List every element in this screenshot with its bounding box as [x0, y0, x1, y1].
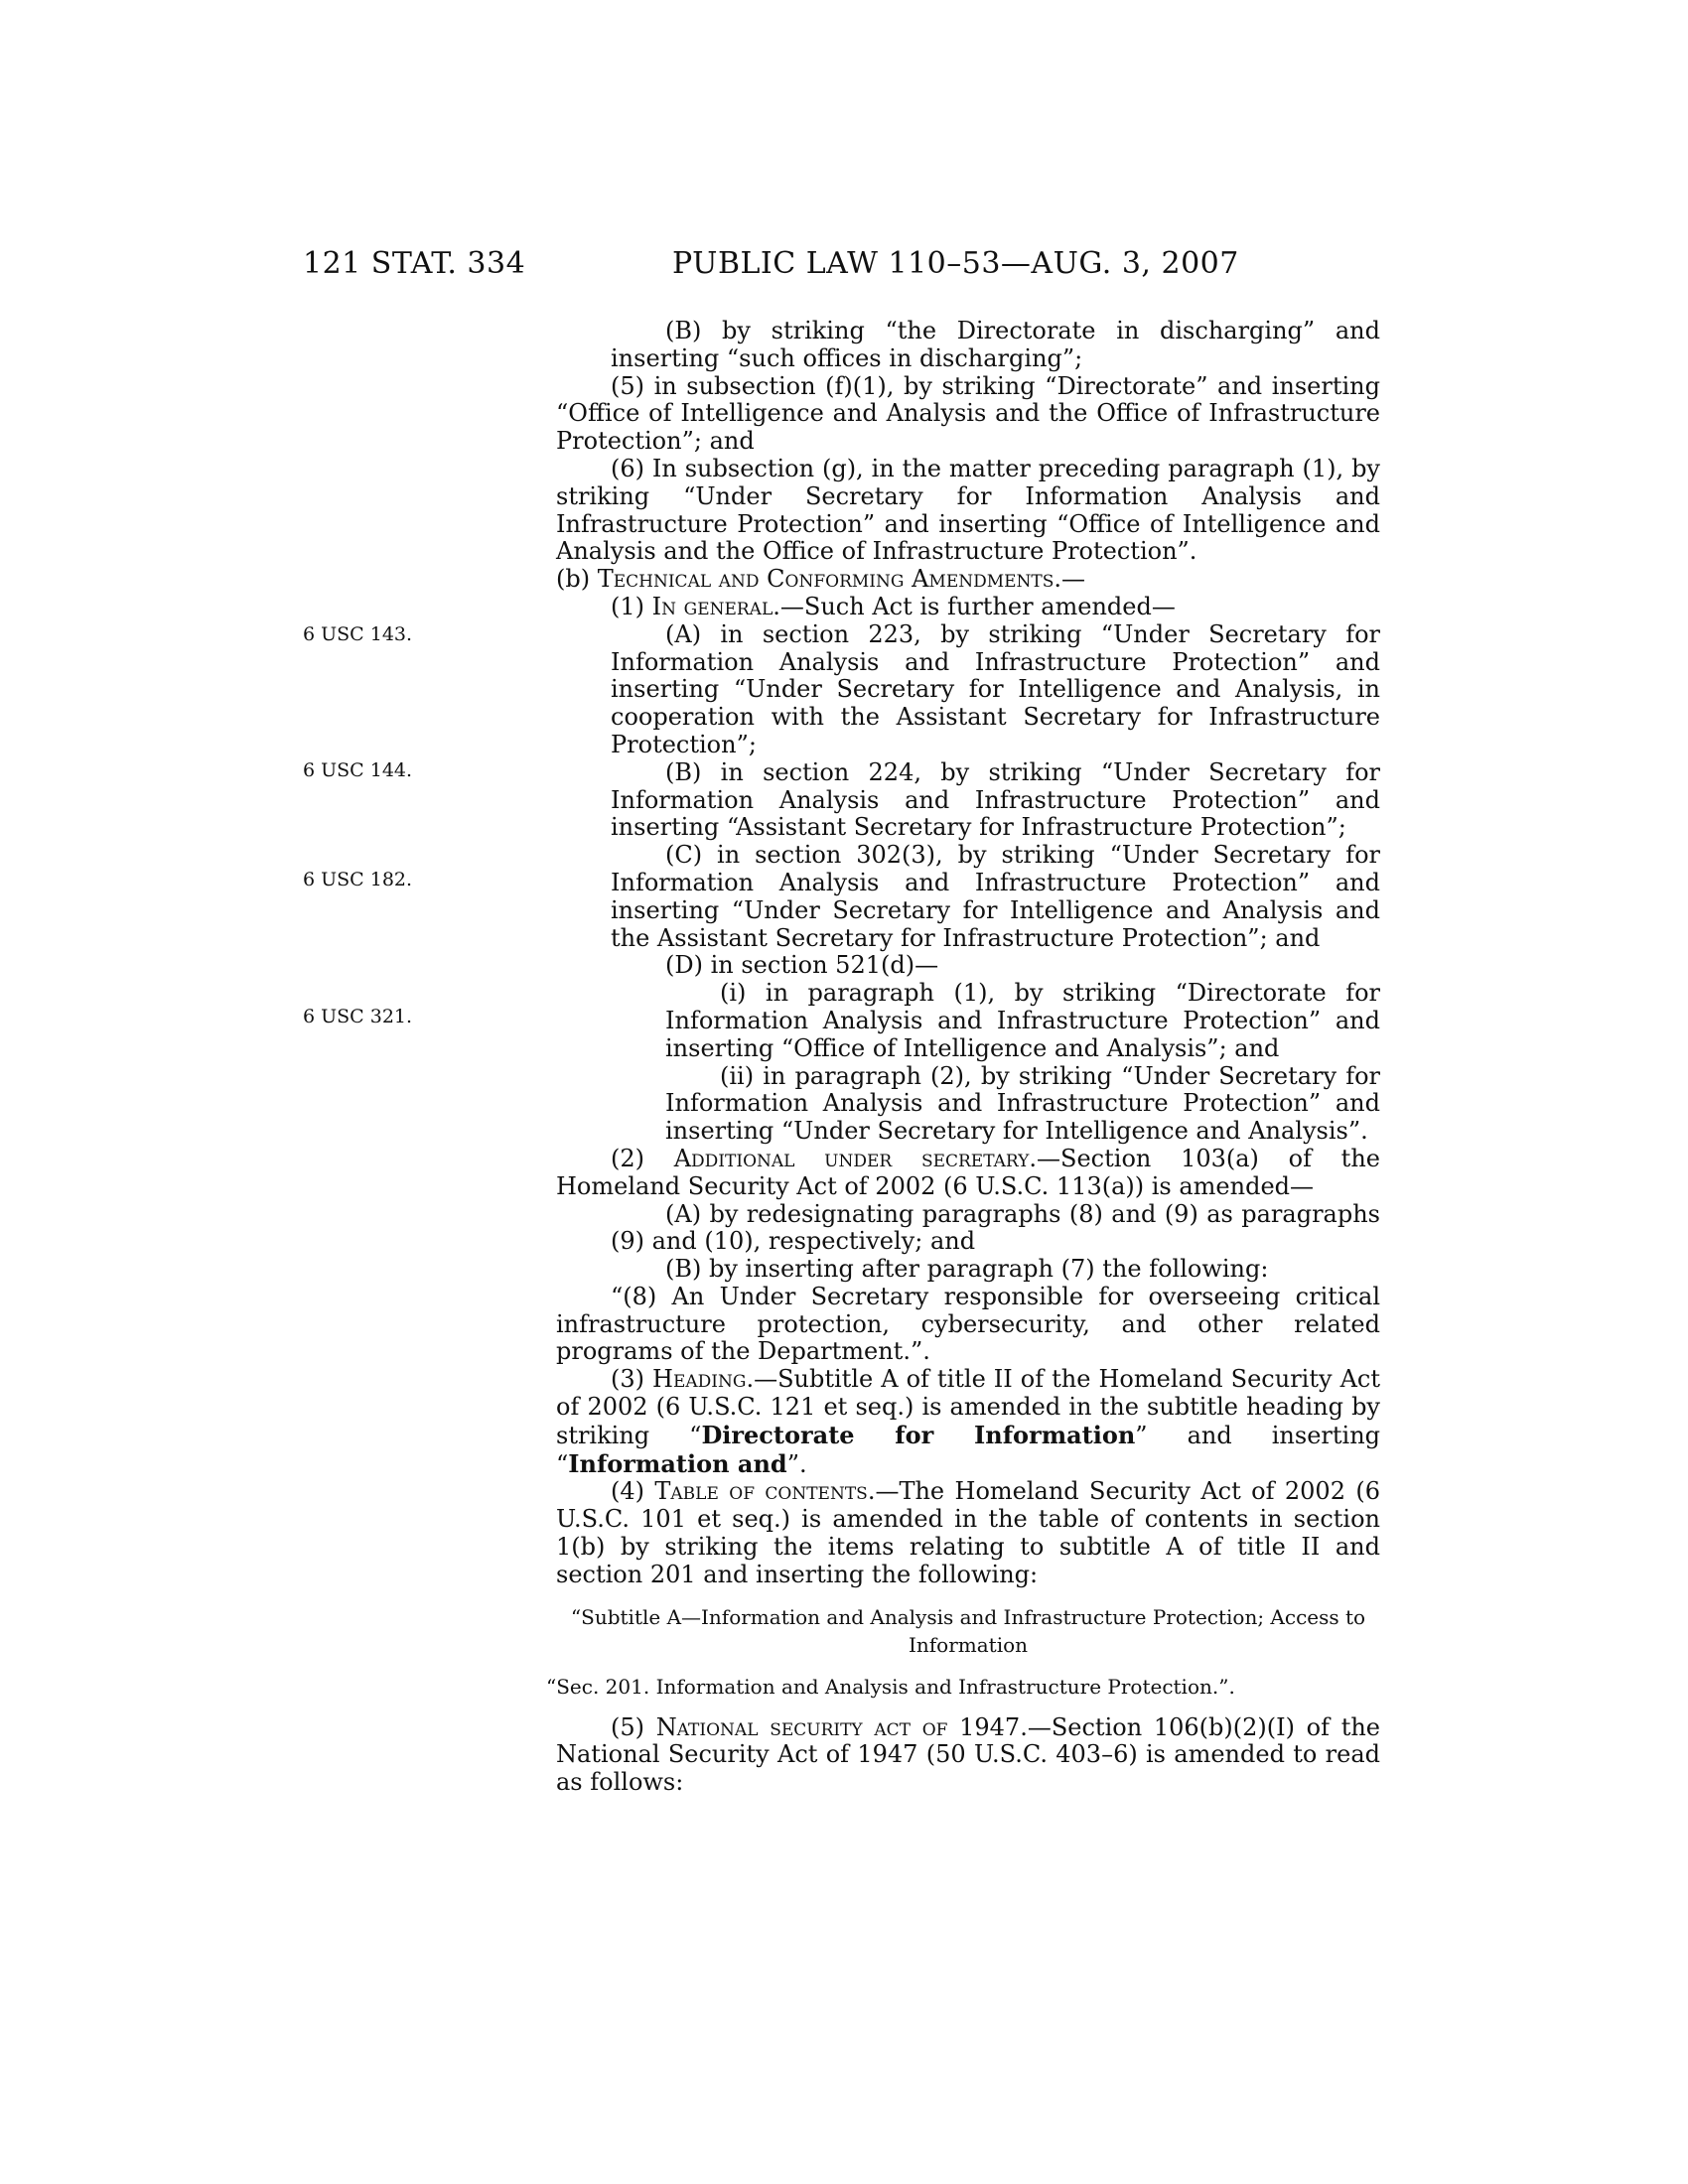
subparagraph-b-inserting: (B) by inserting after paragraph (7) the following: — [665, 1255, 1269, 1284]
subparagraph-a-redesignating: (A) by redesignating paragraphs (8) and (9) as paragraphs (9) and (10), respectively; and — [611, 1199, 1380, 1256]
public-law-title: PUBLIC LAW 110–53—AUG. 3, 2007 — [672, 246, 1239, 281]
page-header — [0, 246, 1688, 296]
subparagraph-c-section-302: (C) in section 302(3), by striking “Under Secretary for Information Analysis and Infrastructure Protection” and inserting “Under Secretary for Intelligence and Analysis and the Assistant Secretary for Infrastructure Protection”; and — [611, 841, 1380, 952]
subparagraph-a-section-223: (A) in section 223, by striking “Under Secretary for Information Analysis and Infrastructure Protection” and inserting “Under Secretary for Intelligence and Analysis, in cooperation with the Assistant Secretary for Infrastructure Protection”; — [611, 619, 1380, 758]
toc-section-201: “Sec. 201. Information and Analysis and Infrastructure Protection.”. — [546, 1674, 1235, 1699]
margin-note-6usc182: 6 USC 182. — [303, 869, 413, 890]
clause-ii: (ii) in paragraph (2), by striking “Under Secretary for Information Analysis and Infrastructure Protection” and inserting “Under Secretary for Intelligence and Analysis”. — [665, 1061, 1380, 1146]
paragraph-3-heading: (3) Heading.—Subtitle A of title II of the Homeland Security Act of 2002 (6 U.S.C. 121 et seq.) is amended in the subtitle heading by striking “Directorate for Information” and inserting “Information and”. — [556, 1365, 1381, 1478]
paragraph-5-national-security-act: (5) National security act of 1947.—Section 106(b)(2)(I) of the National Security Act of 1947 (50 U.S.C. 403–6) is amended to read as follows: — [556, 1712, 1381, 1797]
paragraph-1-in-general: (1) In general.—Such Act is further amended— — [611, 592, 1176, 620]
margin-note-6usc144: 6 USC 144. — [303, 759, 413, 781]
clause-i: (i) in paragraph (1), by striking “Directorate for Information Analysis and Infrastructure Protection” and inserting “Office of Intelligence and Analysis”; and — [665, 979, 1380, 1062]
subsection-b: (b) Technical and Conforming Amendments.— — [556, 565, 1086, 594]
paragraph-4-table-of-contents: (4) Table of contents.—The Homeland Security Act of 2002 (6 U.S.C. 101 et seq.) is amended in the table of contents in section 1(b) by striking the items relating to subtitle A of title II and section 201 and inserting the following: — [556, 1477, 1380, 1588]
document-body — [546, 317, 1381, 1797]
quoted-paragraph-8: “(8) An Under Secretary responsible for overseeing critical infrastructure protection, cybersecurity, and other related programs of the Department.”. — [556, 1282, 1380, 1366]
margin-note-6usc321: 6 USC 321. — [303, 1006, 413, 1027]
paragraph-5: (5) in subsection (f)(1), by striking “Directorate” and inserting “Office of Intelligence and Analysis and the Office of Infrastructure Protection”; and — [556, 371, 1380, 456]
stat-page-number: 121 STAT. 334 — [303, 246, 526, 281]
toc-subtitle-a: “Subtitle A—Information and Analysis and Infrastructure Protection; Access to Information — [570, 1604, 1366, 1657]
paragraph-6: (6) In subsection (g), in the matter preceding paragraph (1), by striking “Under Secretary for Information Analysis and Infrastructure Protection” and inserting “Office of Intelligence and Analysis and the Office of Infrastructure Protection”. — [556, 454, 1380, 566]
subparagraph-d-section-521: (D) in section 521(d)— — [665, 951, 939, 980]
paragraph-b-striking: (B) by striking “the Directorate in discharging” and inserting “such offices in discharging”; — [611, 317, 1380, 372]
paragraph-2-additional-under-secretary: (2) Additional under secretary.—Section 103(a) of the Homeland Security Act of 2002 (6 U.S.C. 113(a)) is amended— — [556, 1144, 1380, 1200]
subparagraph-b-section-224: (B) in section 224, by striking “Under Secretary for Information Analysis and Infrastructure Protection” and inserting “Assistant Secretary for Infrastructure Protection”; — [611, 757, 1380, 842]
margin-note-6usc143: 6 USC 143. — [303, 623, 413, 645]
